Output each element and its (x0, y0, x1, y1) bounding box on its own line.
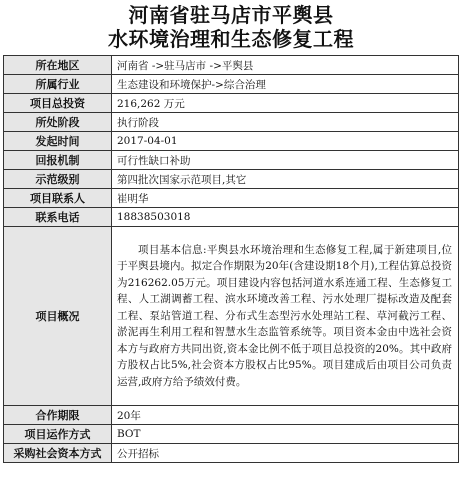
row-label: 发起时间 (4, 132, 112, 151)
row-label: 联系电话 (4, 208, 112, 227)
table-row-total-investment (4, 94, 459, 113)
row-label: 所处阶段 (4, 113, 112, 132)
overview-text: 项目基本信息:平舆县水环境治理和生态修复工程,属于新建项目,位于平舆县境内。拟定合作期限为20年(含建设期18个月),工程估算总投资为216262.05万元。项目建设内容包括河道水系连通工程、生态修复工程、人工湖调蓄工程、滨水环境改善工程、污水处理厂提标改造及配套工程、泵站管道工程、分布式生态型污水处理站工程、草河截污工程、淤泥再生利用工程和智慧水生态监管系统等。项目资本金由中选社会资本方与政府方共同出资,资本金比例不低于项目总投资的20%。其中政府方股权占比5%,社会资本方股权占比95%。项目建成后由项目公司负责运营,政府方给予绩效付费。 (117, 243, 452, 388)
table-row-demo-level (4, 170, 459, 189)
row-label: 项目总投资 (4, 94, 112, 113)
row-value: BOT (112, 425, 459, 444)
table-row-operation-mode (4, 425, 459, 444)
table-row-term (4, 406, 459, 425)
row-label: 项目概况 (4, 227, 112, 406)
table-row-contact (4, 189, 459, 208)
row-value: 崔明华 (112, 189, 459, 208)
project-info-table (3, 55, 459, 463)
row-value: 216,262 万元 (112, 94, 459, 113)
table-row-industry (4, 75, 459, 94)
row-value: 20年 (112, 406, 459, 425)
row-value: 可行性缺口补助 (112, 151, 459, 170)
row-value: 河南省 ->驻马店市 ->平舆县 (112, 56, 459, 75)
row-value: 第四批次国家示范项目,其它 (112, 170, 459, 189)
row-label: 回报机制 (4, 151, 112, 170)
table-row-procurement (4, 444, 459, 463)
row-label: 所在地区 (4, 56, 112, 75)
table-row-return-mechanism (4, 151, 459, 170)
row-label: 合作期限 (4, 406, 112, 425)
row-value: 生态建设和环境保护->综合治理 (112, 75, 459, 94)
table-row-overview (4, 227, 459, 406)
row-label: 项目运作方式 (4, 425, 112, 444)
table-row-start-date (4, 132, 459, 151)
row-value (112, 227, 459, 406)
row-value: 18838503018 (112, 208, 459, 227)
row-label: 所属行业 (4, 75, 112, 94)
page-title (0, 0, 462, 54)
title-line-2: 水环境治理和生态修复工程 (108, 27, 354, 51)
row-label: 示范级别 (4, 170, 112, 189)
table-row-stage (4, 113, 459, 132)
row-value: 公开招标 (112, 444, 459, 463)
row-label: 采购社会资本方式 (4, 444, 112, 463)
table-row-phone (4, 208, 459, 227)
title-line-1: 河南省驻马店市平舆县 (128, 3, 334, 27)
table-row-region (4, 56, 459, 75)
row-label: 项目联系人 (4, 189, 112, 208)
row-value: 2017-04-01 (112, 132, 459, 151)
row-value: 执行阶段 (112, 113, 459, 132)
